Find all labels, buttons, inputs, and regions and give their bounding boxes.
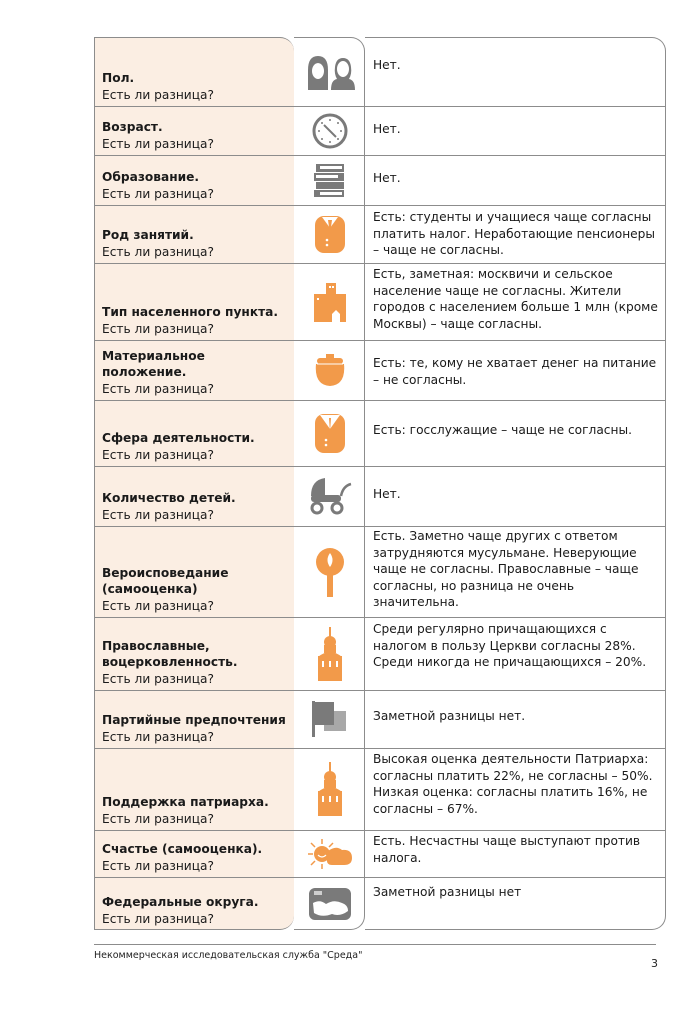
question-cell xyxy=(102,794,290,827)
question-title: Тип населенного пункта. xyxy=(102,305,279,319)
table-row xyxy=(94,690,666,748)
table-row xyxy=(94,400,666,466)
question-cell xyxy=(102,70,290,103)
question-title: Православные, воцерковленность. xyxy=(102,638,238,669)
question-title: Материальное положение. xyxy=(102,348,205,379)
answer-text: Есть, заметная: москвичи и сельское население чаще не согласны. Жители городов с населением больше 1 млн (кроме Москвы) – чаще согласны. xyxy=(373,267,658,331)
row-divider xyxy=(94,526,666,527)
question-subtitle: Есть ли разница? xyxy=(102,321,214,336)
table-row xyxy=(94,526,666,617)
page-number: 3 xyxy=(651,957,658,970)
row-divider xyxy=(94,106,666,107)
answer-text: Есть: те, кому не хватает денег на питание – не согласны. xyxy=(373,356,657,387)
question-title: Количество детей. xyxy=(102,491,236,505)
question-subtitle: Есть ли разница? xyxy=(102,729,214,744)
suit-icon xyxy=(294,400,365,466)
question-cell xyxy=(102,169,290,202)
answer-text: Нет. xyxy=(373,487,401,501)
answer-text: Есть: студенты и учащиеся чаще согласны платить налог. Неработающие пенсионеры – чаще не согласны. xyxy=(373,210,656,257)
question-cell xyxy=(102,227,290,260)
candle-icon xyxy=(294,526,365,617)
table-row xyxy=(94,466,666,526)
question-subtitle: Есть ли разница? xyxy=(102,671,214,686)
question-subtitle: Есть ли разница? xyxy=(102,507,214,522)
question-cell xyxy=(102,348,290,398)
clock-icon xyxy=(294,106,365,155)
row-divider xyxy=(94,466,666,467)
answer-text: Нет. xyxy=(373,122,401,136)
table-row xyxy=(94,37,666,106)
books-icon xyxy=(294,155,365,205)
table-row xyxy=(94,263,666,340)
row-divider xyxy=(94,155,666,156)
building-icon xyxy=(294,263,365,340)
question-title: Образование. xyxy=(102,170,200,184)
jacket-icon xyxy=(294,205,365,263)
row-divider xyxy=(94,690,666,691)
table-row xyxy=(94,617,666,690)
footer-divider xyxy=(94,944,656,945)
table-row xyxy=(94,205,666,263)
question-cell xyxy=(102,304,290,337)
row-divider xyxy=(94,830,666,831)
question-title: Возраст. xyxy=(102,120,163,134)
question-cell xyxy=(102,841,290,874)
footer-organization: Некоммерческая исследовательская служба "Среда" xyxy=(94,950,363,961)
table-row xyxy=(94,748,666,830)
answer-text: Есть: госслужащие – чаще не согласны. xyxy=(373,423,632,437)
answer-text: Есть. Заметно чаще других с ответом затрудняются мусульмане. Неверующие чаще не согласны. Православные – чаще согласны, но разница не очень значительна. xyxy=(373,529,639,609)
table-row xyxy=(94,155,666,205)
row-divider xyxy=(94,205,666,206)
question-title: Род занятий. xyxy=(102,228,194,242)
question-title: Пол. xyxy=(102,71,135,85)
table-row xyxy=(94,106,666,155)
row-divider xyxy=(94,340,666,341)
church-icon xyxy=(294,748,365,830)
question-cell xyxy=(102,565,290,615)
purse-icon xyxy=(294,340,365,400)
row-divider xyxy=(94,263,666,264)
question-subtitle: Есть ли разница? xyxy=(102,186,214,201)
russia-map-icon xyxy=(294,877,365,930)
question-title: Счастье (самооценка). xyxy=(102,842,263,856)
question-subtitle: Есть ли разница? xyxy=(102,911,214,926)
question-cell xyxy=(102,712,290,745)
church-icon xyxy=(294,617,365,690)
answer-text: Высокая оценка деятельности Патриарха: согласны платить 22%, не согласны – 50%. Низкая оценка: согласны платить 16%, не согласны – 67%. xyxy=(373,752,653,816)
question-subtitle: Есть ли разница? xyxy=(102,598,214,613)
answer-text: Нет. xyxy=(373,58,401,72)
question-subtitle: Есть ли разница? xyxy=(102,447,214,462)
question-title: Партийные предпочтения xyxy=(102,713,286,727)
answer-text: Заметной разницы нет xyxy=(373,885,522,899)
question-title: Поддержка патриарха. xyxy=(102,795,269,809)
answer-text: Среди регулярно причащающихся с налогом в пользу Церкви согласны 28%. Среди никогда не причащающихся – 20%. xyxy=(373,622,647,669)
question-subtitle: Есть ли разница? xyxy=(102,136,214,151)
comparison-table xyxy=(94,37,666,930)
question-subtitle: Есть ли разница? xyxy=(102,811,214,826)
row-divider xyxy=(94,400,666,401)
question-title: Вероисповедание (самооценка) xyxy=(102,565,229,596)
sun-cloud-icon xyxy=(294,830,365,877)
question-cell xyxy=(102,638,290,688)
flag-icon xyxy=(294,690,365,748)
question-cell xyxy=(102,490,290,523)
answer-text: Заметной разницы нет. xyxy=(373,709,526,723)
question-cell xyxy=(102,894,290,927)
row-divider xyxy=(94,877,666,878)
row-divider xyxy=(94,748,666,749)
question-cell xyxy=(102,119,290,152)
stroller-icon xyxy=(294,466,365,526)
question-title: Сфера деятельности. xyxy=(102,431,255,445)
table-row xyxy=(94,340,666,400)
question-subtitle: Есть ли разница? xyxy=(102,87,214,102)
question-subtitle: Есть ли разница? xyxy=(102,858,214,873)
table-row xyxy=(94,830,666,877)
row-divider xyxy=(94,617,666,618)
answer-text: Нет. xyxy=(373,171,401,185)
question-subtitle: Есть ли разница? xyxy=(102,381,214,396)
gender-icon xyxy=(294,37,365,106)
table-row xyxy=(94,877,666,930)
question-title: Федеральные округа. xyxy=(102,895,259,909)
question-subtitle: Есть ли разница? xyxy=(102,244,214,259)
answer-text: Есть. Несчастны чаще выступают против налога. xyxy=(373,834,641,865)
question-cell xyxy=(102,430,290,463)
